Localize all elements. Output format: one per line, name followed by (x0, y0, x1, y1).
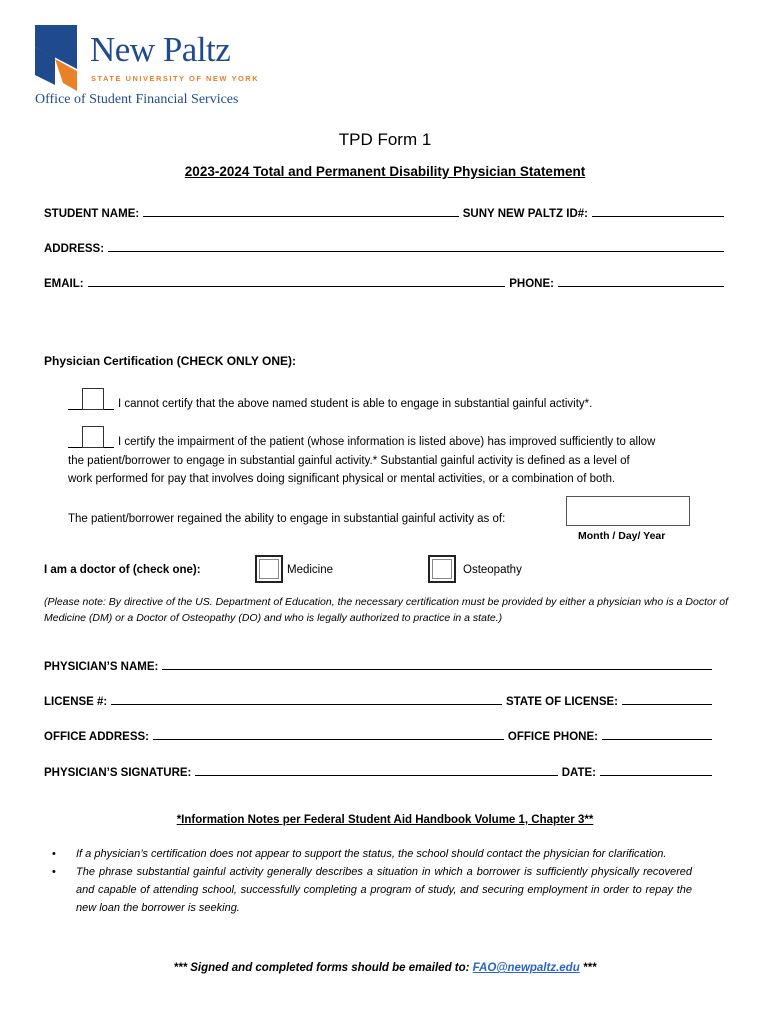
regained-date-input[interactable] (566, 496, 690, 526)
option2-checkbox[interactable] (68, 424, 118, 448)
office-name: Office of Student Financial Services (35, 92, 239, 107)
physician-name-row (44, 661, 716, 673)
option1-row (68, 386, 592, 410)
address-field[interactable] (108, 250, 724, 252)
option1-checkbox[interactable] (68, 386, 118, 410)
footer-instructions (0, 962, 770, 974)
student-name-label: STUDENT NAME: (44, 208, 140, 220)
logo-name: New Paltz (90, 30, 231, 69)
option2-row (68, 424, 655, 448)
office-phone-field[interactable] (602, 738, 712, 740)
bullet-icon: • (52, 848, 56, 860)
phone-label: PHONE: (509, 278, 554, 290)
email-field[interactable] (88, 285, 506, 287)
option2-text-line3: work performed for pay that involves doing significant physical or mental activities, or a combination of both. (68, 473, 616, 485)
date-field[interactable] (600, 774, 712, 776)
license-label: LICENSE #: (44, 696, 108, 708)
osteopathy-checkbox[interactable] (428, 555, 456, 583)
student-name-field[interactable] (143, 215, 459, 217)
student-name-row (44, 208, 728, 220)
bullet-text: The phrase substantial gainful activity generally describes a situation in which a borrower is sufficiently physically recovered and capable of attending school, successfully completing a program of study, and securing employment in order to repay the new loan the borrower is seeking. (76, 866, 692, 914)
state-license-field[interactable] (622, 703, 712, 705)
signature-label: PHYSICIAN’S SIGNATURE: (44, 767, 192, 779)
logo-subtitle: STATE UNIVERSITY OF NEW YORK (91, 74, 260, 83)
state-license-label: STATE OF LICENSE: (505, 696, 618, 708)
student-id-field[interactable] (592, 215, 724, 217)
footer-suffix: *** (579, 962, 597, 974)
physician-name-label: PHYSICIAN’S NAME: (44, 661, 159, 673)
list-item (52, 863, 692, 917)
directive-note: (Please note: By directive of the US. Department of Education, the necessary certification must be provided by either a physician who is a Doctor of Medicine (DM) or a Doctor of Osteopathy (DO) and who is legally authorized to practice in a state.) (44, 596, 729, 624)
info-notes-title: *Information Notes per Federal Student Aid Handbook Volume 1, Chapter 3** (176, 814, 594, 826)
office-phone-label: OFFICE PHONE: (507, 731, 598, 743)
office-address-row (44, 731, 716, 743)
regained-label: The patient/borrower regained the ability to engage in substantial gainful activity as of: (68, 513, 506, 525)
office-address-label: OFFICE ADDRESS: (44, 731, 149, 743)
physician-name-field[interactable] (162, 668, 712, 670)
email-label: EMAIL: (44, 278, 84, 290)
bullet-text: If a physician’s certification does not appear to support the status, the school should contact the physician for clarification. (76, 848, 667, 860)
form-subtitle: 2023-2024 Total and Permanent Disability Physician Statement (184, 164, 586, 179)
address-label: ADDRESS: (44, 243, 105, 255)
email-row (44, 278, 728, 290)
signature-row (44, 767, 716, 779)
new-paltz-logo-icon (35, 25, 77, 91)
license-row (44, 696, 716, 708)
student-id-label: SUNY NEW PALTZ ID#: (462, 208, 588, 220)
option2-text-line2: the patient/borrower to engage in substantial gainful activity.* Substantial gainful activity is defined as a level of (68, 455, 630, 467)
date-format-label: Month / Day/ Year (578, 530, 666, 542)
doctor-type-label: I am a doctor of (check one): (44, 564, 201, 576)
form-title: TPD Form 1 (338, 130, 432, 149)
signature-field[interactable] (195, 774, 557, 776)
medicine-checkbox[interactable] (255, 555, 283, 583)
info-bullets (52, 845, 692, 917)
address-row (44, 243, 728, 255)
certification-heading: Physician Certification (CHECK ONLY ONE): (44, 354, 297, 368)
osteopathy-label: Osteopathy (463, 564, 522, 576)
footer-prefix: *** Signed and completed forms should be emailed to: (173, 962, 473, 974)
license-field[interactable] (111, 703, 502, 705)
date-label: DATE: (561, 767, 596, 779)
option1-text: I cannot certify that the above named student is able to engage in substantial gainful activity*. (118, 398, 593, 410)
office-address-field[interactable] (153, 738, 504, 740)
bullet-icon: • (52, 866, 56, 878)
list-item (52, 845, 692, 863)
option2-text-line1: I certify the impairment of the patient (whose information is listed above) has improved sufficiently to allow (118, 436, 656, 448)
medicine-label: Medicine (287, 564, 334, 576)
footer-email-link[interactable]: FAO@newpaltz.edu (472, 962, 580, 974)
phone-field[interactable] (558, 285, 724, 287)
